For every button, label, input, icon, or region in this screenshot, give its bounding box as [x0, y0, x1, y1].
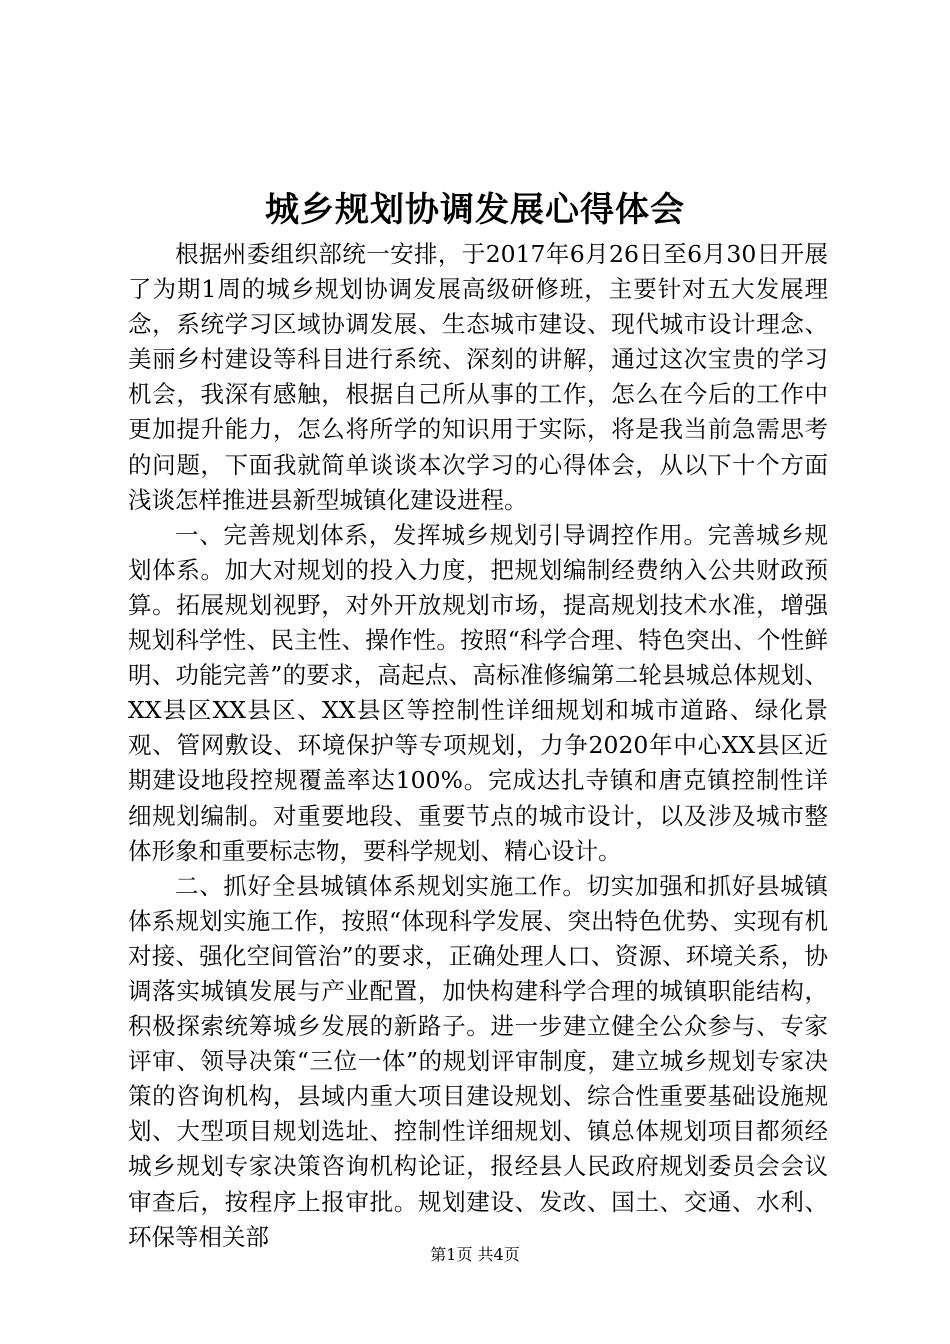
paragraph-section-2: 二、抓好全县城镇体系规划实施工作。切实加强和抓好县城镇体系规划实施工作，按照“体现科学发展、突出特色优势、实现有机对接、强化空间管治”的要求，正确处理人口、资源、环境关系，协调落实城镇发展与产业配置，加快构建科学合理的城镇职能结构，积极探索统筹城乡发展的新路子。进一步建立健全公众参与、专家评审、领导决策“三位一体”的规划评审制度，建立城乡规划专家决策的咨询机构，县域内重大项目建设规划、综合性重要基础设施规划、大型项目规划选址、控制性详细规划、镇总体规划项目都须经城乡规划专家决策咨询机构论证，报经县人民政府规划委员会会议审查后，按程序上报审批。规划建设、发改、国土、交通、水利、环保等相关部	[128, 871, 828, 1251]
paragraph-section-1: 一、完善规划体系，发挥城乡规划引导调控作用。完善城乡规划体系。加大对规划的投入力度，把规划编制经费纳入公共财政预算。拓展规划视野，对外开放规划市场，提高规划技术水准，增强规划科学性、民主性、操作性。按照“科学合理、特色突出、个性鲜明、功能完善”的要求，高起点、高标准修编第二轮县城总体规划、XX县区XX县区、XX县区等控制性详细规划和城市道路、绿化景观、管网敷设、环境保护等专项规划，力争2020年中心XX县区近期建设地段控规覆盖率达100%。完成达扎寺镇和唐克镇控制性详细规划编制。对重要地段、重要节点的城市设计，以及涉及城市整体形象和重要标志物，要科学规划、精心设计。	[128, 520, 828, 865]
paragraph-intro: 根据州委组织部统一安排，于2017年6月26日至6月30日开展了为期1周的城乡规划协调发展高级研修班，主要针对五大发展理念，系统学习区域协调发展、生态城市建设、现代城市设计理念、美丽乡村建设等科目进行系统、深刻的讲解，通过这次宝贵的学习机会，我深有感触，根据自己所从事的工作，怎么在今后的工作中更加提升能力，怎么将所学的知识用于实际，将是我当前急需思考的问题，下面我就简单谈谈本次学习的心得体会，从以下十个方面浅谈怎样推进县新型城镇化建设进程。	[128, 240, 828, 514]
document-title: 城乡规划协调发展心得体会	[265, 190, 685, 230]
document-body	[128, 237, 828, 1255]
page-number-footer: 第1页 共4页	[430, 1245, 520, 1264]
